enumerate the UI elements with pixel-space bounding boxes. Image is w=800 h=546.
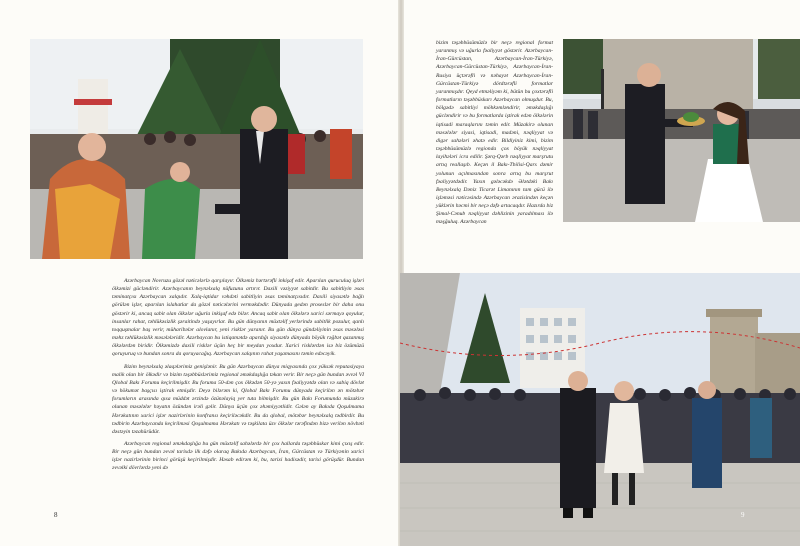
left-page-text <box>112 277 364 477</box>
right-paragraph-1: bizim təşəbbüsümüzlə bir neçə regional format yaranmış və uğurla fəaliyyət göstərir. Azərbaycan-İran-Gürcüstan, Azərbaycan-İran-Türkiyə, Azərbaycan-Gürcüstan-Türkiyə, Azərbaycan-İran-Rusiya üçtərəfli və nəhayət Azərbaycan-İran-Gürcüstan-Türkiyə dördtərəfli formatlar yaranmışdır. Qeyd etməliyəm ki, bütün bu çoxtərəfli formatların təşəbbüskarı Azərbaycan olmuşdur. Bu, bölgədə sabitliyi möhkəmləndirir, əməkdaşlığı gücləndirir və bu formatlarda iştirak edən ölkələrin iqtisadi maraqlarını təmin edir. Müzakirə olunan məsələlər siyasi, iqtisadi, madəni, nəqliyyat və digər sahələri əhatə edir. Bildiyiniz kimi, bizim təşəbbüsümüzlə regionda çox böyük nəqliyyat layihələri icra edilir. Şərq-Qərb nəqliyyat marşrutu artıq reallaşıb. Keçən il Bakı-Tbilisi-Qars dəmir yolunun açılmasından sonra artıq bu marşrut fəaliyyətdədir. Yaxın gələcəkdə Ələtdəki Bakı Beynəlxalq Dəniz Ticarət Limanının tam gücü ilə işləməsi nəticəsində Azərbaycan ərazisindən keçən yüklərin həcmi bir neçə dəfə artacaqdır. Hazırda biz Şimal-Cənub nəqliyyat dəhlizinin yaradılması ilə məşğuluq. Azərbaycan <box>436 40 553 226</box>
garden-greeting-icon <box>563 39 800 222</box>
festive-crowd-photo <box>30 39 363 259</box>
festive-crowd-icon <box>30 39 363 259</box>
left-paragraph-2: Bizim beynəlxalq əlaqələrimiz genişlənir. Bu gün Azərbaycan dünya miqyasında çox yüksək reputasiyaya malik olan bir ölkədir və bizim təşəbbüslərimiz regional əməkdaşlığa təkan verir. Bir neçə gün bundan əvvəl VI Qlobal Bakı Forumu keçirilmişdir. Bu foruma 50-dən çox ölkədən 50-yə yaxın fəaliyyətdə olan və sabiq dövlət və hökumət başçısı iştirak etmişdir. Deyə bilərəm ki, Qlobal Bakı Forumu dünyada keçirilən ən mötəbər forumların arasında qısa müddət ərzində özünəlayiq yer tuta bilmişdir. Bu gün Bakı Forumunda müzakirə olunan məsələlər həyatın özündən irəli gəlir. Dünya üçün çox əhəmiyyətlidir. Gələn ay Bakıda Qoşulmama Hərəkatının xarici işlər nazirlərinin konfransı keçiriləcəkdir. Bu da qlobal, mötəbər beynəlxalq tədbirdir. Bu tədbirin Azərbaycanda keçirilməsi Qoşulmama Hərəkatı və təşkilata üzv ölkələr tərəfindən bizə verilən növbəti dəstəyin təzahürüdür. <box>112 363 364 435</box>
left-paragraph-1: Azərbaycan Novruzu gözəl nəticələrlə qarşılayır. Ölkəmiz hərtərəfli inkişaf edir. Aparılan quruculuq işləri ölkəmizi gücləndirir. Azərbaycanın beynəlxalq nüfuzunu artırır. Daxili vəziyyət sabitdir. Bu sabitliyin əsas təminatçısı Azərbaycan xalqıdır. Xalq-iqtidar vəhdəti sabitliyin əsas təminatçısıdır. Daxili siyasətlə bağlı görülən işlər, aparılan islahatlar da gözəl nəticələrini verməkdədir. Dünyada gedən proseslər bir daha onu göstərir ki, ancaq sabit olan ölkələr uğurla inkişaf edə bilər. Ancaq sabit olan ölkələrə xarici sərmayə qoyulur, insanlar rahat, təhlükəsizlik şəraitində yaşayırlar. Bu gün dünyanın müxtəlif yerlərində sabitlik pozulur, qanlı toqquşmalar baş verir, müharibələr alovlanır, yeni risklər yaranır. Bu gün dünya gündəliyinin əsas məsələsi məhz təhlükəsizlik məsələləridir. Azərbaycan bu istiqamətdə apardığı siyasətlə dünyada böyük rəğbət qazanmış ölkələrdən biridir. Ölkəmizdə daxili risklər üçün heç bir meydan yoxdur. Xarici risklərdən isə biz özümüzü qoruyuruq və bundan sonra da qoruyacağıq. Azərbaycan xalqının rahat yaşamasını təmin edəcəyik. <box>112 278 364 358</box>
right-page-number: 9 <box>741 511 745 519</box>
garden-greeting-photo <box>563 39 800 222</box>
square-crowd-icon <box>400 273 800 546</box>
left-page-number: 8 <box>54 511 58 519</box>
right-page-text <box>436 39 553 227</box>
left-paragraph-3: Azərbaycan regional əməkdaşlığa bu gün müxtəlif sahələrdə bir çox hallarda təşəbbüskar kimi çıxış edir. Bir neçə gün bundan əvvəl tarixdə ilk dəfə olaraq Bakıda Azərbaycan, İran, Gürcüstan və Türkiyənin xarici işlər nazirlərinin birinci görüşü keçirilmişdir. Həsab edirəm ki, bu, tarixi hadisədir, tarixi görüşdür. Bundan əvvəlki dövrlərdə yeni də <box>112 440 364 472</box>
square-crowd-photo <box>400 273 800 546</box>
